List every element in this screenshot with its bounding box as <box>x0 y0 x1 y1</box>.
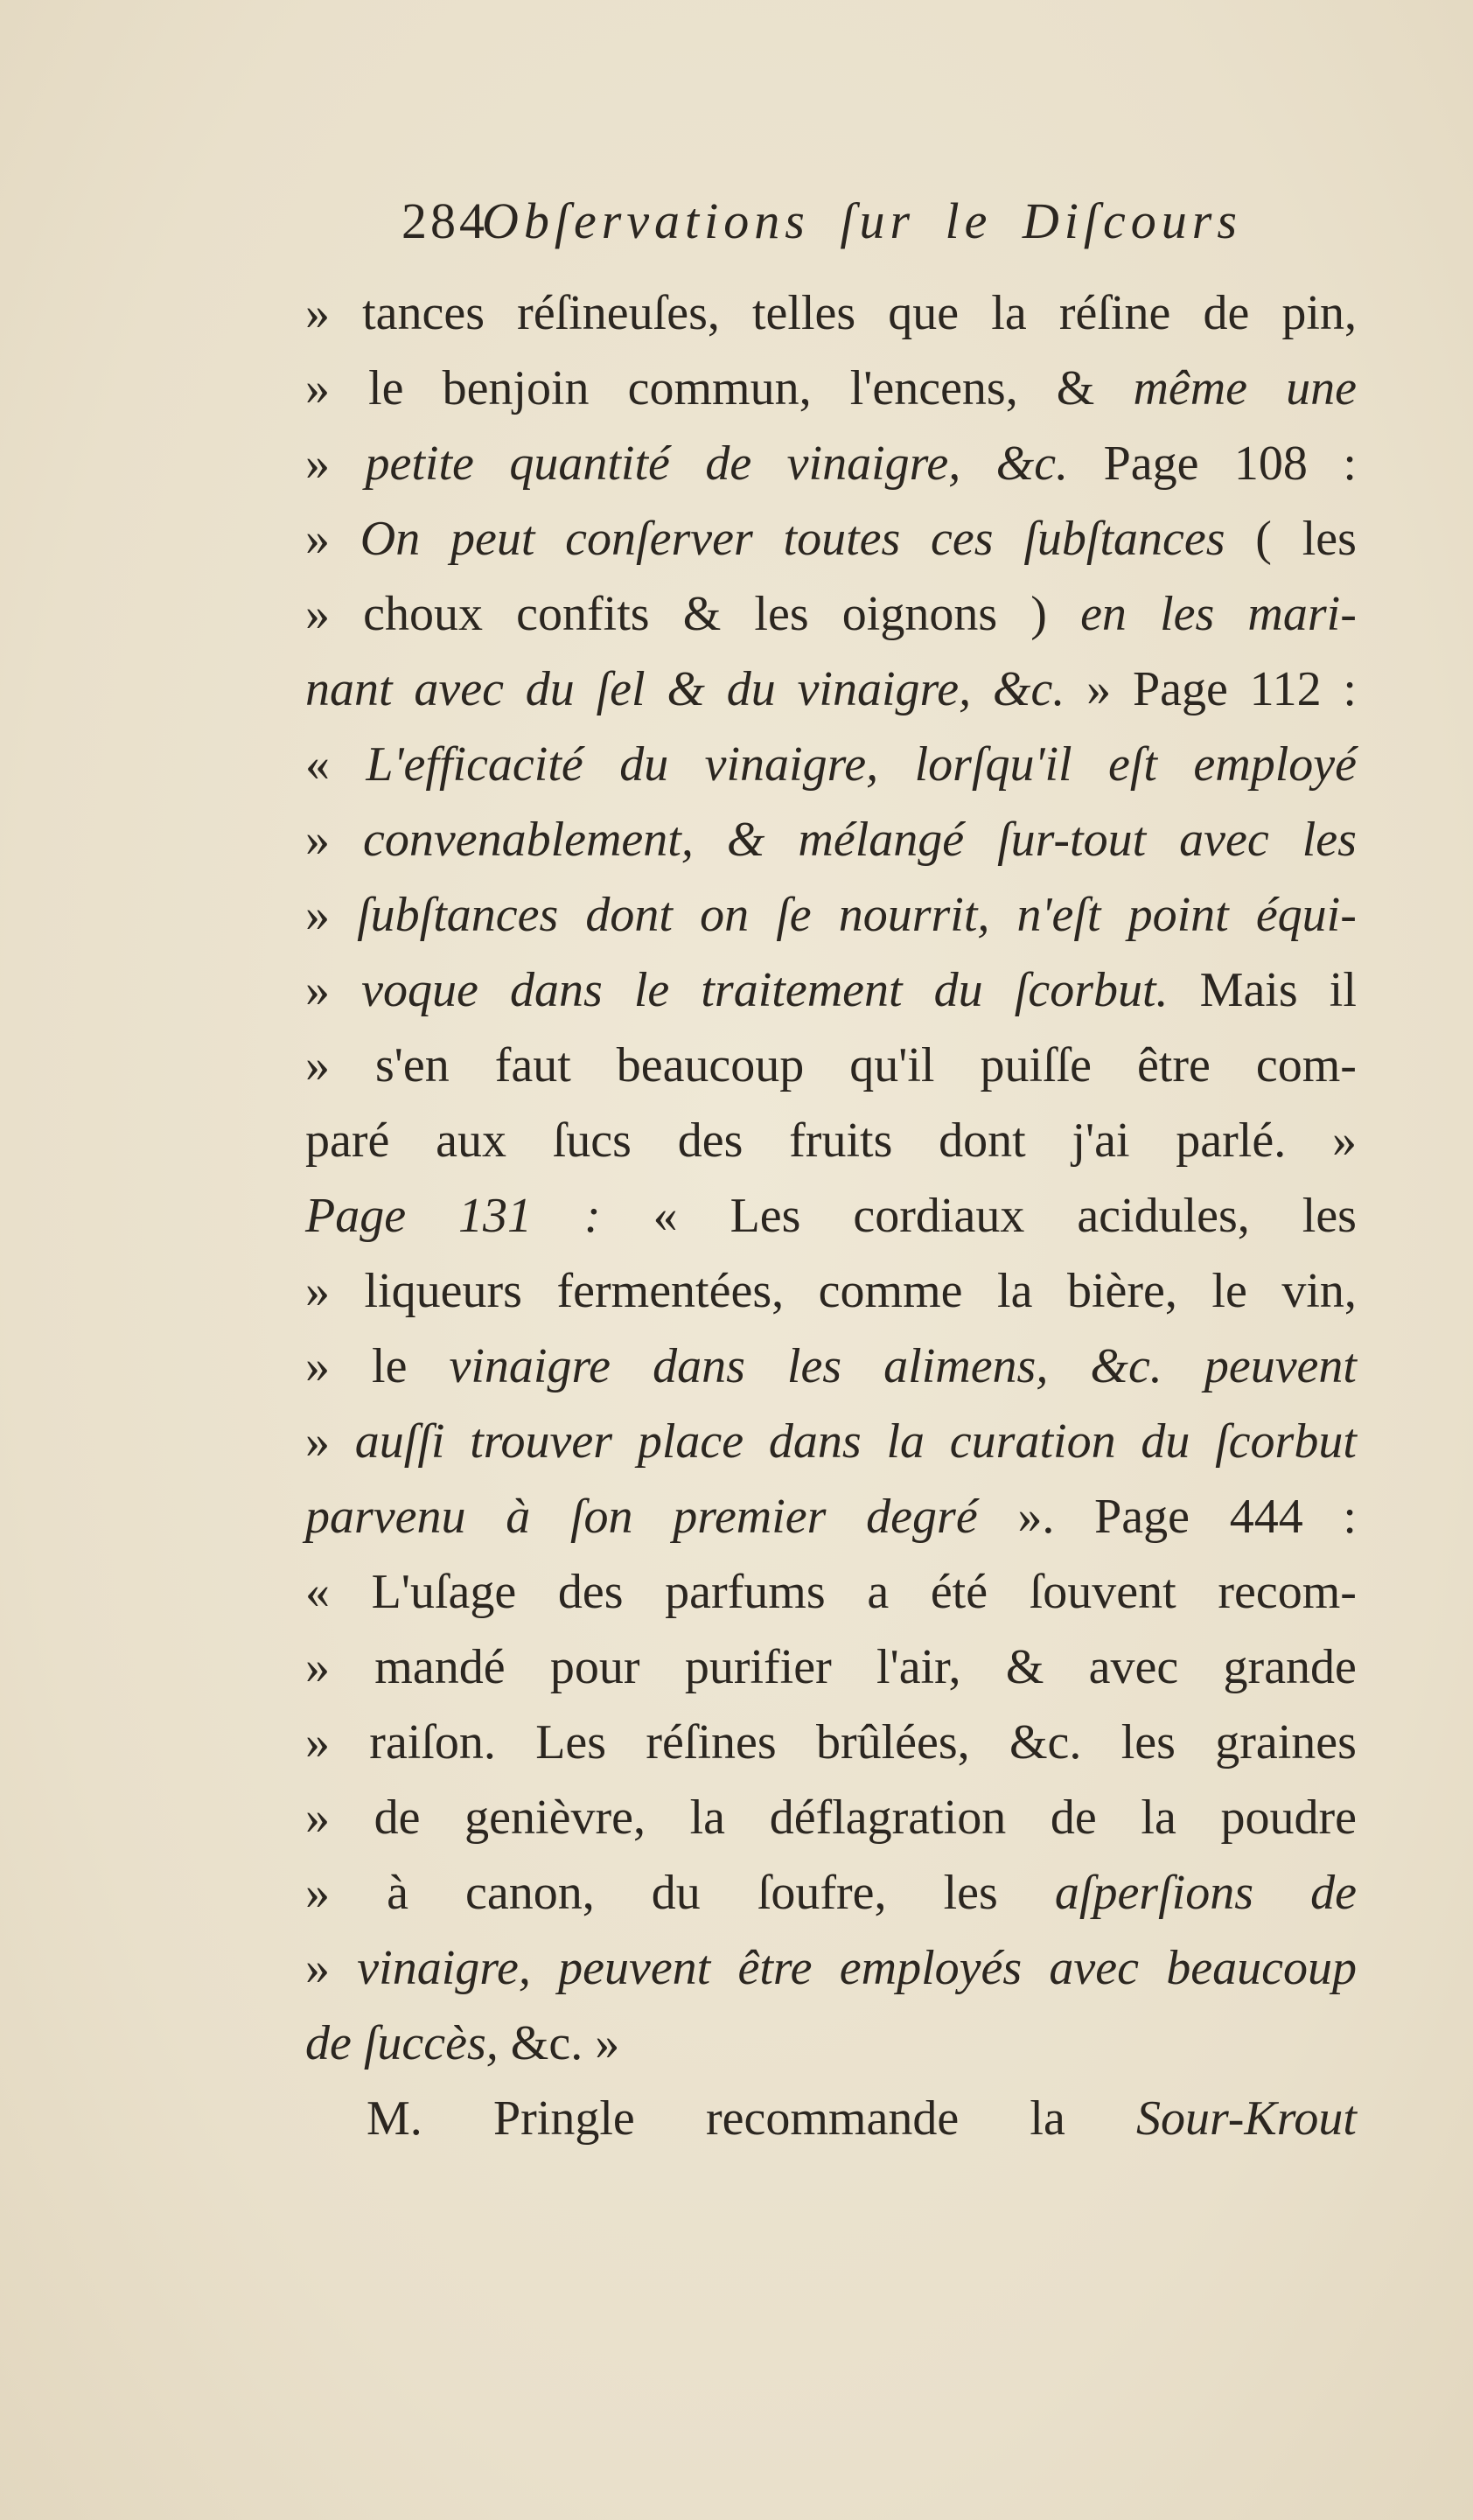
word: oignons <box>841 587 998 641</box>
italic-word: alimens, <box>883 1339 1049 1393</box>
text-line <box>305 727 1357 802</box>
word: » <box>305 512 330 566</box>
italic-word: du <box>525 662 575 716</box>
word: des <box>557 1565 624 1619</box>
word: » <box>1331 1113 1357 1168</box>
italic-word: mari- <box>1247 587 1357 641</box>
word: 108 <box>1233 436 1308 491</box>
italic-word: quantité <box>509 436 670 491</box>
word: » <box>1086 662 1112 716</box>
italic-word: Sour-Krout <box>1136 2091 1357 2146</box>
italic-word: voque <box>361 963 478 1017</box>
text-line <box>305 877 1357 953</box>
word: la <box>1141 1791 1176 1845</box>
word: les <box>754 587 809 641</box>
italic-word: employés <box>839 1941 1023 1995</box>
italic-word: vinaigre <box>449 1339 611 1393</box>
italic-word: ſe <box>776 888 812 942</box>
word: liqueurs <box>364 1264 522 1318</box>
word: cordiaux <box>853 1189 1025 1243</box>
word: a <box>867 1565 890 1619</box>
word: faut <box>494 1038 571 1092</box>
word: « <box>653 1189 678 1243</box>
word: ſoufre, <box>757 1866 887 1920</box>
word: pour <box>549 1640 640 1694</box>
italic-word: traitement <box>701 963 903 1017</box>
italic-word: peuvent <box>558 1941 711 1995</box>
italic-word: L'efficacité <box>366 737 583 792</box>
word: Les <box>730 1189 801 1243</box>
word: » <box>305 813 330 867</box>
italic-word: conſerver <box>565 512 753 566</box>
italic-word: ſcorbut <box>1215 1414 1357 1469</box>
word: » <box>595 2016 620 2070</box>
word: à <box>387 1866 408 1920</box>
word: été <box>930 1565 988 1619</box>
italic-word: vinaigre, <box>704 737 879 792</box>
word: la <box>991 286 1027 340</box>
word: Page <box>1132 662 1228 716</box>
italic-word: employé <box>1193 737 1357 792</box>
word: comme <box>818 1264 963 1318</box>
italic-word: &c. <box>995 436 1069 491</box>
italic-word: ſcorbut. <box>1014 963 1169 1017</box>
word: &c. <box>510 2016 583 2070</box>
italic-word: le <box>633 963 670 1017</box>
italic-word: en <box>1080 587 1127 641</box>
word: » <box>305 1339 330 1393</box>
word: recom- <box>1218 1565 1357 1619</box>
italic-word: même <box>1133 361 1248 415</box>
italic-word: n'eſt <box>1016 888 1101 942</box>
word: que <box>888 286 960 340</box>
text-line <box>305 1178 1357 1253</box>
italic-word: équi- <box>1255 888 1357 942</box>
italic-word: ſon <box>569 1490 633 1544</box>
word: » <box>305 1640 330 1694</box>
word: brûlées, <box>815 1715 970 1770</box>
word: le <box>1211 1264 1247 1318</box>
word: bière, <box>1066 1264 1177 1318</box>
italic-word: ſubſtances <box>357 888 559 942</box>
text-line <box>305 501 1357 576</box>
italic-word: ſubſtances <box>1023 512 1225 566</box>
word: « <box>305 737 330 792</box>
text-line <box>305 2081 1357 2156</box>
italic-word: convenablement, <box>363 813 694 867</box>
word: les <box>1302 512 1357 566</box>
page-body-text <box>305 276 1357 2156</box>
word: aux <box>436 1113 506 1168</box>
word: la <box>997 1264 1033 1318</box>
word: purifier <box>684 1640 832 1694</box>
word: paré <box>305 1113 390 1168</box>
word: & <box>682 587 722 641</box>
word: choux <box>363 587 483 641</box>
word: les <box>943 1866 998 1920</box>
text-line <box>305 1705 1357 1780</box>
word: » <box>305 1791 330 1845</box>
word: confits <box>516 587 650 641</box>
italic-word: degré <box>866 1490 978 1544</box>
italic-word: vinaigre, <box>786 436 961 491</box>
text-line <box>305 802 1357 877</box>
italic-word: du <box>933 963 983 1017</box>
italic-word: toutes <box>783 512 901 566</box>
text-line <box>305 652 1357 727</box>
text-line <box>305 1554 1357 1630</box>
word: réſine <box>1058 286 1171 340</box>
italic-word: ſel <box>596 662 646 716</box>
text-line <box>305 1404 1357 1479</box>
word: parlé. <box>1176 1113 1287 1168</box>
word: j'ai <box>1072 1113 1130 1168</box>
word: « <box>305 1565 330 1619</box>
text-line <box>305 953 1357 1028</box>
word: Les <box>535 1715 607 1770</box>
text-line <box>305 1780 1357 1855</box>
italic-word: la <box>886 1414 925 1469</box>
word: L'uſage <box>371 1565 517 1619</box>
word: » <box>305 1866 330 1920</box>
word: genièvre, <box>464 1791 646 1845</box>
word: : <box>1343 436 1357 491</box>
word: ( <box>1255 512 1272 566</box>
word: & <box>1005 1640 1044 1694</box>
word: » <box>305 1038 330 1092</box>
text-line <box>305 1930 1357 2006</box>
italic-word: peut <box>450 512 535 566</box>
word: la <box>1030 2091 1065 2146</box>
italic-word: dont <box>585 888 673 942</box>
text-line <box>305 1028 1357 1103</box>
text-line <box>305 1479 1357 1554</box>
word: réſines <box>646 1715 777 1770</box>
text-line <box>305 1253 1357 1329</box>
italic-word: de <box>305 2016 352 2070</box>
text-line <box>305 1329 1357 1404</box>
italic-word: &c. <box>992 662 1065 716</box>
page-number: 284 <box>401 192 488 249</box>
italic-word: eſt <box>1108 737 1157 792</box>
word: benjoin <box>442 361 590 415</box>
word: déflagration <box>769 1791 1007 1845</box>
italic-word: peuvent <box>1204 1339 1357 1393</box>
word: com- <box>1255 1038 1357 1092</box>
word: » <box>305 1414 330 1469</box>
italic-word: ſur-tout <box>997 813 1147 867</box>
text-line <box>305 351 1357 426</box>
italic-word: ces <box>931 512 994 566</box>
word: » <box>305 587 330 641</box>
word: le <box>372 1339 408 1393</box>
italic-word: à <box>506 1490 531 1544</box>
italic-word: de <box>1310 1866 1357 1920</box>
italic-word: auſſi <box>354 1414 445 1469</box>
word: » <box>305 436 330 491</box>
text-line <box>305 1855 1357 1930</box>
italic-word: aſperſions <box>1054 1866 1254 1920</box>
word: & <box>1056 361 1095 415</box>
italic-word: nourrit, <box>838 888 990 942</box>
italic-word: & <box>726 813 765 867</box>
word: canon, <box>464 1866 595 1920</box>
word: il <box>1329 963 1357 1017</box>
word: fermentées, <box>556 1264 785 1318</box>
word: raiſon. <box>369 1715 496 1770</box>
italic-word: de <box>705 436 752 491</box>
italic-word: 131 <box>458 1189 533 1243</box>
italic-word: premier <box>673 1490 827 1544</box>
word: le <box>368 361 404 415</box>
word: la <box>689 1791 726 1845</box>
italic-word: petite <box>365 436 474 491</box>
word: M. <box>367 2091 422 2146</box>
italic-word: dans <box>768 1414 862 1469</box>
italic-word: vinaigre, <box>357 1941 531 1995</box>
italic-word: une <box>1286 361 1357 415</box>
word: commun, <box>627 361 812 415</box>
word: ) <box>1030 587 1047 641</box>
word: graines <box>1215 1715 1357 1770</box>
word: » <box>305 1715 330 1770</box>
running-title: Obſervations ſur le Diſcours <box>482 192 1242 249</box>
word: puiſſe <box>980 1038 1092 1092</box>
word: s'en <box>374 1038 450 1092</box>
word: de <box>1203 286 1250 340</box>
text-line <box>305 1103 1357 1178</box>
italic-word: &c. <box>1090 1339 1162 1393</box>
italic-word: être <box>737 1941 813 1995</box>
word: telles <box>751 286 856 340</box>
word: de <box>373 1791 421 1845</box>
word: Page <box>1103 436 1199 491</box>
word: » <box>305 1264 330 1318</box>
italic-word: trouver <box>470 1414 613 1469</box>
italic-word: point <box>1127 888 1229 942</box>
italic-word: avec <box>1049 1941 1139 1995</box>
italic-word: les <box>786 1339 842 1393</box>
italic-word: On <box>360 512 421 566</box>
word: les <box>1120 1715 1176 1770</box>
italic-word: les <box>1302 813 1357 867</box>
italic-word: du <box>726 662 776 716</box>
italic-word: nant <box>305 662 393 716</box>
italic-word: vinaigre, <box>797 662 972 716</box>
word: les <box>1302 1189 1357 1243</box>
text-line <box>305 276 1357 351</box>
word: fruits <box>789 1113 893 1168</box>
word: pin, <box>1281 286 1357 340</box>
word: Pringle <box>493 2091 635 2146</box>
word: beaucoup <box>616 1038 805 1092</box>
word: des <box>677 1113 743 1168</box>
italic-word: ſuccès, <box>363 2016 499 2070</box>
word: Mais <box>1199 963 1298 1017</box>
italic-word: : <box>584 1189 601 1243</box>
italic-word: & <box>667 662 705 716</box>
word: qu'il <box>849 1038 935 1092</box>
text-line <box>305 2006 1357 2081</box>
italic-word: dans <box>653 1339 745 1393</box>
italic-word: avec <box>1179 813 1269 867</box>
word: avec <box>1088 1640 1179 1694</box>
word: l'encens, <box>849 361 1018 415</box>
italic-word: avec <box>414 662 504 716</box>
word: ſouvent <box>1029 1565 1176 1619</box>
italic-word: beaucoup <box>1166 1941 1357 1995</box>
italic-word: on <box>700 888 750 942</box>
word: » <box>305 888 330 942</box>
italic-word: les <box>1160 587 1215 641</box>
italic-word: du <box>619 737 669 792</box>
text-line <box>305 426 1357 501</box>
word: du <box>651 1866 701 1920</box>
italic-word: parvenu <box>305 1490 466 1544</box>
word: dont <box>939 1113 1026 1168</box>
italic-word: place <box>637 1414 744 1469</box>
running-header <box>305 184 1357 259</box>
word: : <box>1343 1490 1357 1544</box>
word: l'air, <box>876 1640 961 1694</box>
word: Page <box>1094 1490 1190 1544</box>
word: : <box>1343 662 1357 716</box>
word: » <box>305 963 330 1017</box>
word: mandé <box>374 1640 506 1694</box>
italic-word: dans <box>509 963 603 1017</box>
italic-word: du <box>1141 1414 1190 1469</box>
word: recommande <box>706 2091 960 2146</box>
word: de <box>1050 1791 1097 1845</box>
word: 444 <box>1229 1490 1303 1544</box>
italic-word: Page <box>305 1189 407 1243</box>
italic-word: mélangé <box>798 813 965 867</box>
word: acidules, <box>1077 1189 1250 1243</box>
word: &c. <box>1009 1715 1082 1770</box>
word: » <box>305 286 330 340</box>
word: 112 <box>1249 662 1322 716</box>
word: être <box>1136 1038 1211 1092</box>
word: tances <box>362 286 485 340</box>
word: grande <box>1223 1640 1357 1694</box>
word: réſineuſes, <box>517 286 720 340</box>
text-line <box>305 1630 1357 1705</box>
italic-word: curation <box>949 1414 1116 1469</box>
italic-word: lorſqu'il <box>914 737 1072 792</box>
word: poudre <box>1220 1791 1357 1845</box>
word: » <box>305 1941 330 1995</box>
word: ». <box>1017 1490 1055 1544</box>
word: ſucs <box>552 1113 632 1168</box>
word: » <box>305 361 330 415</box>
word: parfums <box>665 1565 826 1619</box>
text-line <box>305 576 1357 652</box>
word: vin, <box>1281 1264 1357 1318</box>
